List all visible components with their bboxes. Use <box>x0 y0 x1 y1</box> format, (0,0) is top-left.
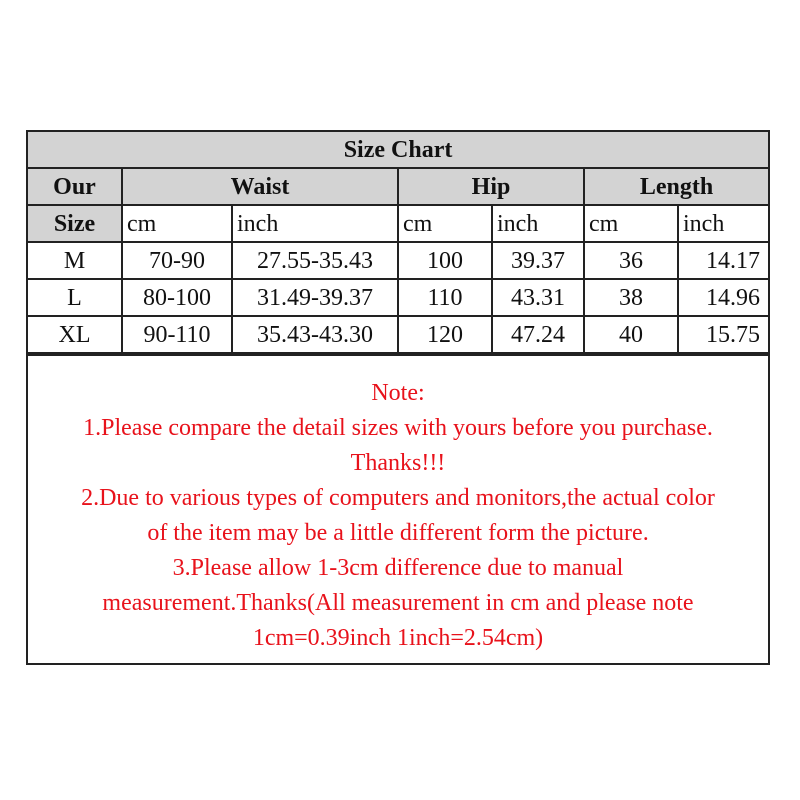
note-line: 3.Please allow 1-3cm difference due to manual <box>172 555 624 581</box>
notes-section <box>28 354 768 672</box>
length-inch-header: inch <box>678 205 768 242</box>
hip-cm-cell: 120 <box>398 316 492 353</box>
hip-inch-cell: 47.24 <box>492 316 584 353</box>
hip-inch-header: inch <box>492 205 584 242</box>
length-inch-cell: 14.96 <box>678 279 768 316</box>
waist-cm-cell: 70-90 <box>122 242 232 279</box>
length-cm-cell: 38 <box>584 279 678 316</box>
note-heading: Note: <box>371 380 425 406</box>
waist-cm-header: cm <box>122 205 232 242</box>
length-cm-cell: 36 <box>584 242 678 279</box>
hip-inch-cell: 43.31 <box>492 279 584 316</box>
our-size-header-top: Our <box>28 168 122 205</box>
table-row <box>28 242 768 279</box>
waist-inch-cell: 27.55-35.43 <box>232 242 398 279</box>
our-size-header-bottom: Size <box>28 205 122 242</box>
waist-cm-cell: 80-100 <box>122 279 232 316</box>
hip-cm-header: cm <box>398 205 492 242</box>
note-line: 2.Due to various types of computers and monitors,the actual color <box>81 485 715 511</box>
hip-inch-cell: 39.37 <box>492 242 584 279</box>
note-line: measurement.Thanks(All measurement in cm and please note <box>102 590 694 616</box>
waist-inch-header: inch <box>232 205 398 242</box>
length-cm-cell: 40 <box>584 316 678 353</box>
note-line: Thanks!!! <box>350 450 446 476</box>
length-header: Length <box>584 168 768 205</box>
size-chart-frame <box>26 130 770 665</box>
waist-inch-cell: 31.49-39.37 <box>232 279 398 316</box>
length-cm-header: cm <box>584 205 678 242</box>
hip-header: Hip <box>398 168 584 205</box>
chart-title: Size Chart <box>28 132 768 168</box>
waist-inch-cell: 35.43-43.30 <box>232 316 398 353</box>
size-cell: L <box>28 279 122 316</box>
note-line: 1cm=0.39inch 1inch=2.54cm) <box>252 625 544 651</box>
hip-cm-cell: 100 <box>398 242 492 279</box>
title-row <box>28 132 768 168</box>
table-row <box>28 279 768 316</box>
size-cell: M <box>28 242 122 279</box>
unit-header-row <box>28 205 768 242</box>
length-inch-cell: 15.75 <box>678 316 768 353</box>
note-line: of the item may be a little different form the picture. <box>147 520 649 546</box>
waist-header: Waist <box>122 168 398 205</box>
waist-cm-cell: 90-110 <box>122 316 232 353</box>
group-header-row <box>28 168 768 205</box>
hip-cm-cell: 110 <box>398 279 492 316</box>
note-line: 1.Please compare the detail sizes with yours before you purchase. <box>83 415 713 441</box>
length-inch-cell: 14.17 <box>678 242 768 279</box>
size-chart-table <box>28 132 768 354</box>
size-cell: XL <box>28 316 122 353</box>
table-row <box>28 316 768 353</box>
